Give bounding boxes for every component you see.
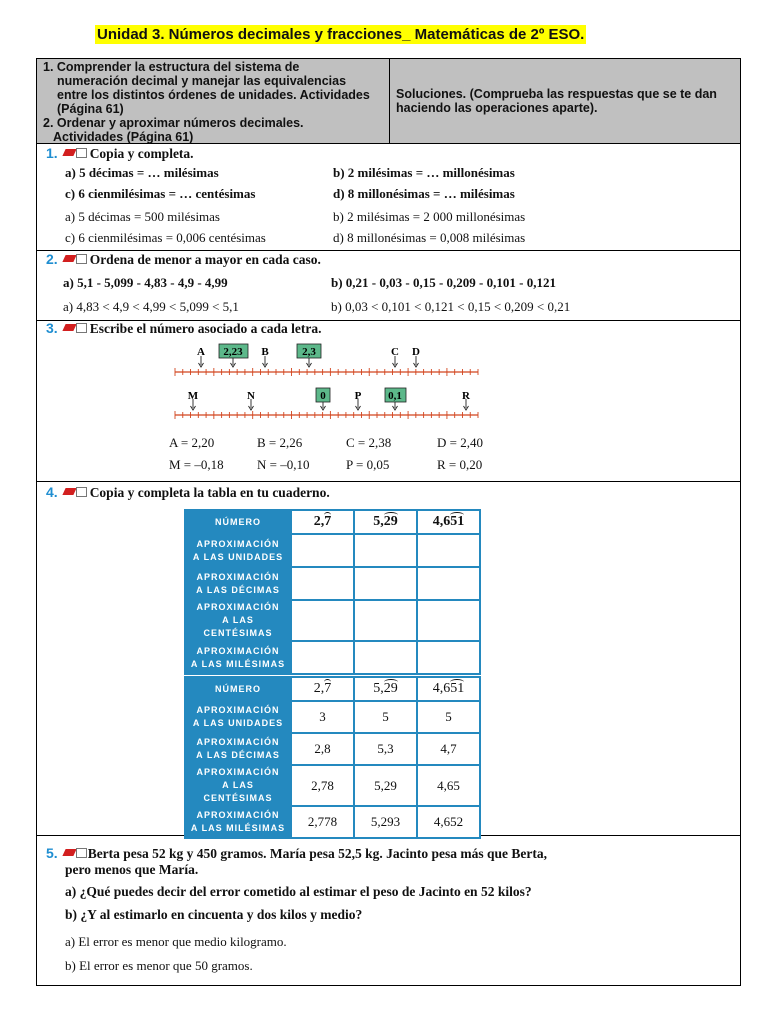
table-row-label: APROXIMACIÓN A LAS CENTÉSIMAS <box>185 600 291 641</box>
table-cell: 2,8 <box>291 733 354 765</box>
ex3-solution-C: C = 2,38 <box>346 435 392 450</box>
table-cell: 5,3 <box>354 733 417 765</box>
number-line-1-labels <box>197 344 420 358</box>
table-cell <box>354 641 417 674</box>
value-0: 0 <box>320 390 326 402</box>
table-number: 4,651 <box>417 677 480 701</box>
table-number: 2,7 <box>291 510 354 534</box>
table-row-label: APROXIMACIÓN A LAS UNIDADES <box>185 701 291 733</box>
ex1-solution-d: d) 8 millonésimas = 0,008 milésimas <box>333 230 526 245</box>
exercise-title: Copia y completa la tabla en tu cuaderno. <box>89 485 330 500</box>
ex1-item-b: b) 2 milésimas = … millonésimas <box>333 165 515 180</box>
ex3-solution-P: P = 0,05 <box>346 457 390 472</box>
table-header-label: NÚMERO <box>185 677 291 701</box>
exercise-title: Ordena de menor a mayor en cada caso. <box>89 252 321 267</box>
exercise-4-title <box>46 484 330 501</box>
ex2-item-b: b) 0,21 - 0,03 - 0,15 - 0,209 - 0,101 - 0,121 <box>331 275 556 290</box>
label-A: A <box>197 346 205 358</box>
table-cell: 2,778 <box>291 806 354 838</box>
table-row-label: APROXIMACIÓN A LAS UNIDADES <box>185 534 291 567</box>
label-B: B <box>261 346 269 358</box>
ex1-item-c: c) 6 cienmilésimas = … centésimas <box>65 186 256 201</box>
table-cell: 4,652 <box>417 806 480 838</box>
table-cell <box>417 567 480 600</box>
objective-1-line-3: entre los distintos órdenes de unidades. Actividades <box>57 88 370 102</box>
table-row-label: APROXIMACIÓN A LAS DÉCIMAS <box>185 567 291 600</box>
value-2-23: 2,23 <box>223 346 243 358</box>
label-N: N <box>247 390 255 402</box>
ex5-solution-a: a) El error es menor que medio kilogramo. <box>65 934 287 949</box>
label-P: P <box>354 390 362 402</box>
value-0-1: 0,1 <box>388 390 402 402</box>
ex1-solution-a: a) 5 décimas = 500 milésimas <box>65 209 220 224</box>
objective-1-line-4: (Página 61) <box>57 102 124 116</box>
exercise-number: 2. <box>46 251 58 267</box>
ex3-solution-M: M = –0,18 <box>169 457 224 472</box>
table-header-label: NÚMERO <box>185 510 291 534</box>
pencil-notebook-icon <box>64 487 86 496</box>
table-cell <box>354 567 417 600</box>
exercise-number: 1. <box>46 145 58 161</box>
ex3-solution-D: D = 2,40 <box>437 435 483 450</box>
table-number: 5,29 <box>354 677 417 701</box>
table-cell <box>291 641 354 674</box>
table-cell: 3 <box>291 701 354 733</box>
table-cell <box>291 567 354 600</box>
table-number: 2,7 <box>291 677 354 701</box>
table-cell <box>354 600 417 641</box>
table-cell <box>417 641 480 674</box>
number-line-2-labels <box>188 388 471 402</box>
exercise-text-line-1: Berta pesa 52 kg y 450 gramos. María pesa 52,5 kg. Jacinto pesa más que Berta, <box>87 846 548 861</box>
table-cell: 5,29 <box>354 765 417 806</box>
table-cell: 4,65 <box>417 765 480 806</box>
ex3-solution-B: B = 2,26 <box>257 435 303 450</box>
exercise-table <box>184 509 481 675</box>
table-row-label: APROXIMACIÓN A LAS DÉCIMAS <box>185 733 291 765</box>
ex1-solution-b: b) 2 milésimas = 2 000 millonésimas <box>333 209 526 224</box>
exercise-number: 5. <box>46 845 58 861</box>
objective-1-line-1: 1. Comprender la estructura del sistema de <box>43 60 300 74</box>
table-cell: 5 <box>354 701 417 733</box>
exercise-text-line-2: pero menos que María. <box>65 862 199 877</box>
solutions-note-line-2: haciendo las operaciones aparte). <box>396 101 598 115</box>
label-R: R <box>462 390 470 402</box>
solution-table <box>184 676 481 839</box>
solutions-note-line-1: Soluciones. (Comprueba las respuestas que se te dan <box>396 87 717 101</box>
exercise-title: Escribe el número asociado a cada letra. <box>89 321 322 336</box>
table-row-label: APROXIMACIÓN A LAS MILÉSIMAS <box>185 806 291 838</box>
ex2-solution-a: a) 4,83 < 4,9 < 4,99 < 5,099 < 5,1 <box>63 299 239 314</box>
table-row-label: APROXIMACIÓN A LAS CENTÉSIMAS <box>185 765 291 806</box>
objective-1-line-2: numeración decimal y manejar las equivalencias <box>57 74 347 88</box>
objective-2-line-1: 2. Ordenar y aproximar números decimales. <box>43 116 304 130</box>
pencil-notebook-icon <box>64 848 86 857</box>
number-line-1 <box>175 356 478 376</box>
ex5-solution-b: b) El error es menor que 50 gramos. <box>65 958 253 973</box>
ex1-item-a: a) 5 décimas = … milésimas <box>65 165 219 180</box>
ex2-item-a: a) 5,1 - 5,099 - 4,83 - 4,9 - 4,99 <box>63 275 228 290</box>
table-cell <box>291 534 354 567</box>
table-number: 5,29 <box>354 510 417 534</box>
label-C: C <box>391 346 399 358</box>
exercise-number: 4. <box>46 484 58 500</box>
table-cell: 5 <box>417 701 480 733</box>
value-2-3: 2,3 <box>302 346 316 358</box>
table-cell: 2,78 <box>291 765 354 806</box>
ex2-solution-b: b) 0,03 < 0,101 < 0,121 < 0,15 < 0,209 < 0,21 <box>331 299 571 314</box>
table-cell: 4,7 <box>417 733 480 765</box>
exercise-title: Copia y completa. <box>89 146 194 161</box>
label-D: D <box>412 346 420 358</box>
page-title: Unidad 3. Números decimales y fracciones_ Matemáticas de 2º ESO. <box>97 26 585 43</box>
table-cell <box>417 600 480 641</box>
ex1-solution-c: c) 6 cienmilésimas = 0,006 centésimas <box>65 230 266 245</box>
table-row-label: APROXIMACIÓN A LAS MILÉSIMAS <box>185 641 291 674</box>
table-cell: 5,293 <box>354 806 417 838</box>
ex5-question-b: b) ¿Y al estimarlo en cincuenta y dos kilos y medio? <box>65 907 363 922</box>
exercise-5-title <box>46 845 547 862</box>
exercise-number: 3. <box>46 320 58 336</box>
ex3-solution-N: N = –0,10 <box>257 457 310 472</box>
table-number: 4,651 <box>417 510 480 534</box>
label-M: M <box>187 390 199 402</box>
ex3-solution-R: R = 0,20 <box>437 457 483 472</box>
ex5-question-a: a) ¿Qué puedes decir del error cometido al estimar el peso de Jacinto en 52 kilos? <box>65 884 532 899</box>
table-cell <box>417 534 480 567</box>
ex3-solution-A: A = 2,20 <box>169 435 215 450</box>
objective-2-line-2: Actividades (Página 61) <box>53 130 194 144</box>
ex1-item-d: d) 8 millonésimas = … milésimas <box>333 186 515 201</box>
table-cell <box>291 600 354 641</box>
table-cell <box>354 534 417 567</box>
